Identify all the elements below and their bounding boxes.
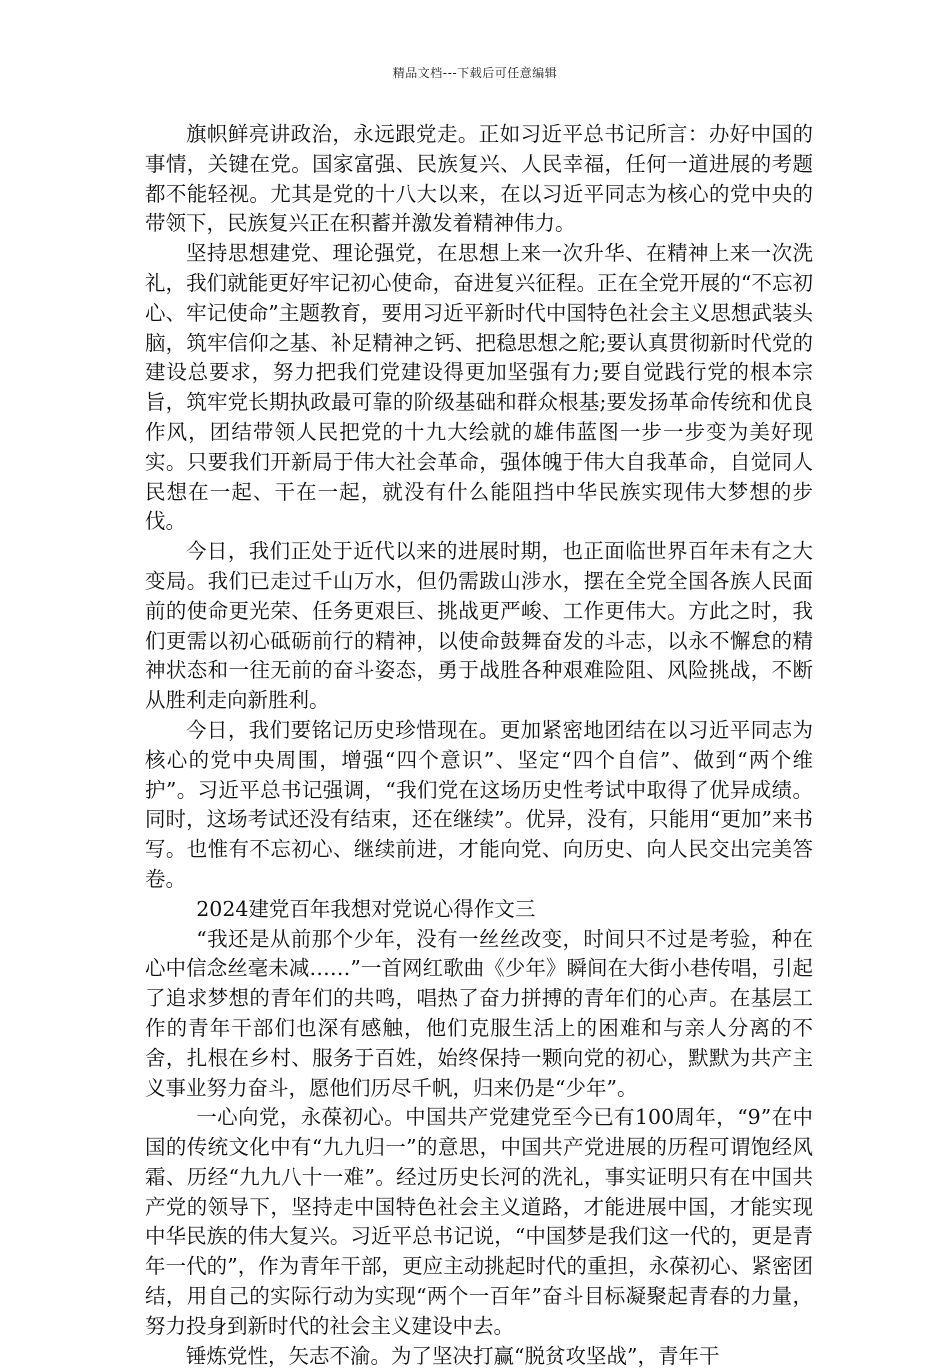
paragraph: 坚持思想建党、理论强党，在思想上来一次升华、在精神上来一次洗礼，我们就能更好牢记初心使命，奋进复兴征程。正在全党开展的“不忘初心、牢记使命”主题教育，要用习近平新时代中国特色社会主义思想武装头脑，筑牢信仰之基、补足精神之钙、把稳思想之舵;要认真贯彻新时代党的建设总要求，努力把我们党建设得更加坚强有力;要自觉践行党的根本宗旨，筑牢党长期执政最可靠的阶级基础和群众根基;要发扬革命传统和优良作风，团结带领人民把党的十九大绘就的雄伟蓝图一步一步变为美好现实。只要我们开新局于伟大社会革命，强体魄于伟大自我革命，自觉同人民想在一起、干在一起，就没有什么能阻挡中华民族实现伟大梦想的步伐。 <box>145 241 813 534</box>
document-body <box>145 120 813 1371</box>
paragraph: 今日，我们正处于近代以来的进展时期，也正面临世界百年未有之大变局。我们已走过千山万水，但仍需跋山涉水，摆在全党全国各族人民面前的使命更光荣、任务更艰巨、挑战更严峻、工作更伟大。方此之时，我们更需以初心砥砺前行的精神，以使命鼓舞奋发的斗志，以永不懈怠的精神状态和一往无前的奋斗姿态，勇于战胜各种艰难险阻、风险挑战，不断从胜利走向新胜利。 <box>145 539 813 713</box>
page-header: 精品文档---下载后可任意编辑 <box>392 66 558 80</box>
paragraph: “我还是从前那个少年，没有一丝丝改变，时间只不过是考验，种在心中信念丝毫未减……”一首网红歌曲《少年》瞬间在大街小巷传唱，引起了追求梦想的青年们的共鸣，唱热了奋力拼搏的青年们的心声。在基层工作的青年干部们也深有感触，他们克服生活上的困难和与亲人分离的不舍，扎根在乡村、服务于百姓，始终保持一颗向党的初心，默默为共产主义事业努力奋斗，愿他们历尽千帆，归来仍是“少年”。 <box>145 926 813 1100</box>
paragraph: 一心向党，永葆初心。中国共产党建党至今已有100周年，“9”在中国的传统文化中有“九九归一”的意思，中国共产党进展的历程可谓饱经风霜、历经“九九八十一难”。经过历史长河的洗礼，事实证明只有在中国共产党的领导下，坚持走中国特色社会主义道路，才能进展中国，才能实现中华民族的伟大复兴。习近平总书记说，“中国梦是我们这一代的，更是青年一代的”，作为青年干部，更应主动挑起时代的重担，永葆初心、紧密团结，用自己的实际行动为实现“两个一百年”奋斗目标凝聚起青春的力量，努力投身到新时代的社会主义建设中去。 <box>145 1105 813 1338</box>
paragraph: 今日，我们要铭记历史珍惜现在。更加紧密地团结在以习近平同志为核心的党中央周围，增强“四个意识”、坚定“四个自信”、做到“两个维护”。习近平总书记强调，“我们党在这场历史性考试中取得了优异成绩。同时，这场考试还没有结束，还在继续”。优异，没有，只能用“更加”来书写。也惟有不忘初心、继续前进，才能向党、向历史、向人民交出完美答卷。 <box>145 717 813 891</box>
paragraph: 旗帜鲜亮讲政治，永远跟党走。正如习近平总书记所言：办好中国的事情，关键在党。国家富强、民族复兴、人民幸福，任何一道进展的考题都不能轻视。尤其是党的十八大以来，在以习近平同志为核心的党中央的带领下，民族复兴正在积蓄并激发着精神伟力。 <box>145 122 813 236</box>
paragraph: 锤炼党性，矢志不渝。为了坚决打赢“脱贫攻坚战”，青年干 <box>186 1343 720 1368</box>
section-heading: 2024建党百年我想对党说心得作文三 <box>196 896 536 921</box>
